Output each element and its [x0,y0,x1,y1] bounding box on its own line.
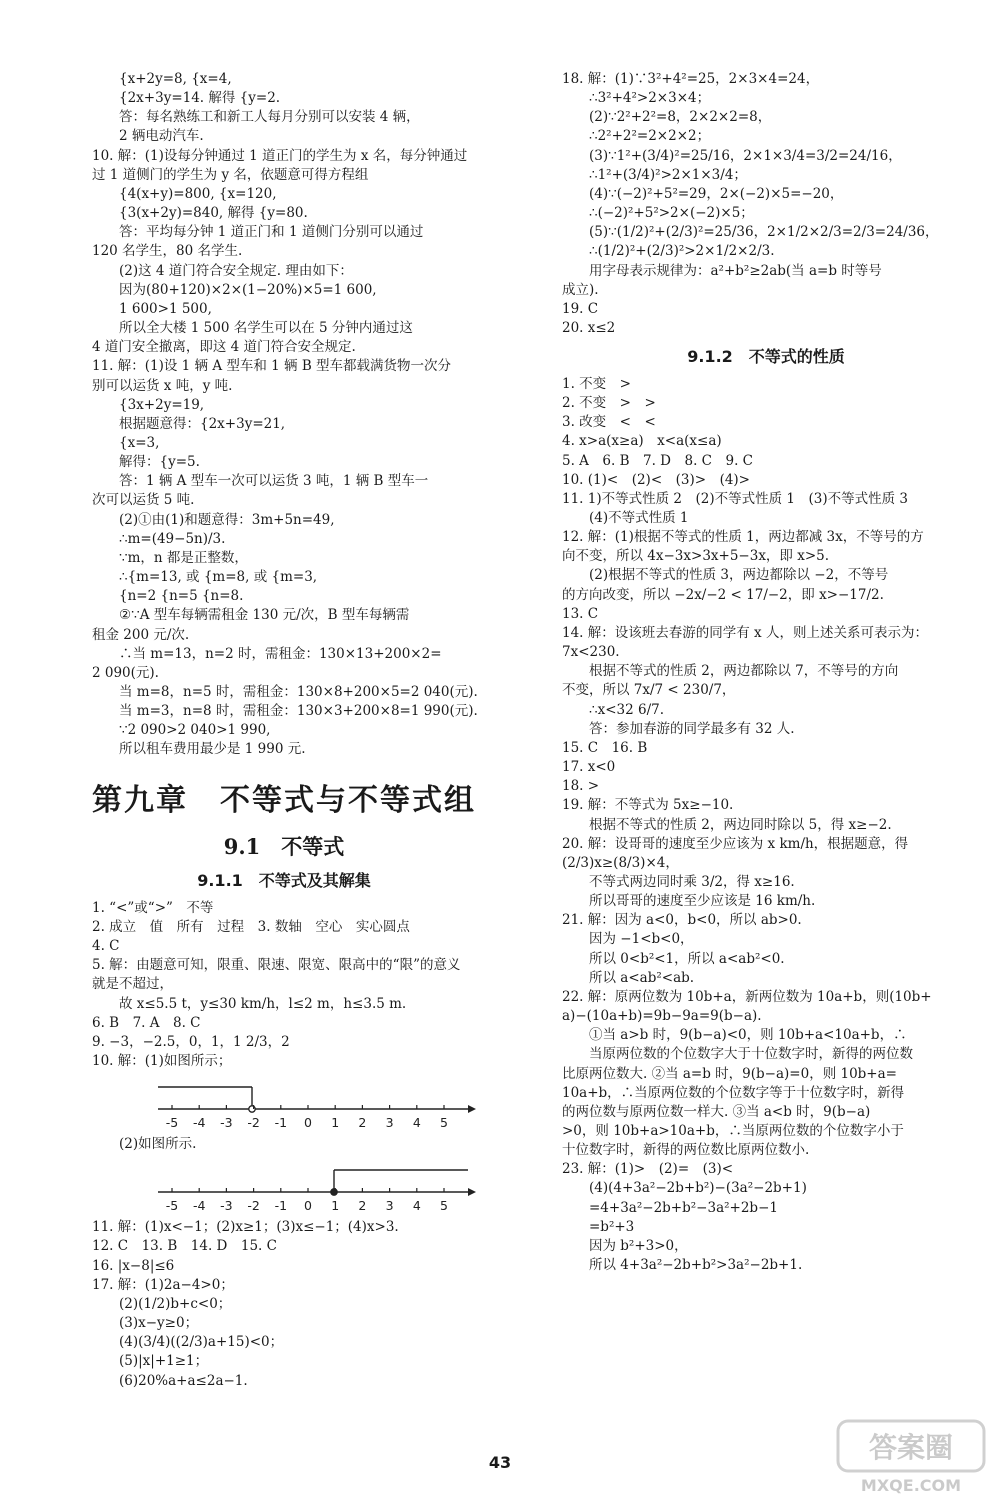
answer-line: 18. 解：(1)∵3²+4²=25，2×3×4=24， [562,71,820,87]
number-line-2 [92,1156,476,1216]
answer-line: 21. 解：因为 a<0，b<0，所以 ab>0. [562,912,802,929]
answer-line: 14. 解：设该班去春游的同学有 x 人，则上述关系可表示为： [562,624,928,641]
answer-line: 9. −3，−2.5，0，1，1 2/3，2 [92,1033,290,1050]
answer-line: 答：每名熟练工和新工人每月分别可以安装 4 辆， [119,109,420,126]
answer-line: ∴3²+4²>2×3×4； [589,90,711,107]
answer-line: 所以哥哥的速度至少应该是 16 km/h. [589,893,816,910]
answer-line: 13. C [562,605,599,622]
page-number: 43 [488,1453,512,1472]
left-column [92,70,476,1391]
answer-line: (4)不等式性质 1 [589,510,689,526]
answer-line: ∴m=(49−5n)/3. [119,530,226,547]
answer-line: ∴(1/2)²+(2/3)²>2×1/2×2/3. [589,243,775,260]
answer-line: =b²+3 [589,1218,635,1235]
watermark-logo [836,1417,986,1497]
answer-line: 因为(80+120)×2×(1−20%)×5=1 600, [119,281,377,298]
number-line-label: -2 [247,1115,260,1131]
subsection-title-911: 9.1.1 不等式及其解集 [197,871,371,891]
answer-line: 19. 解：不等式为 5x≥−10. [562,797,734,814]
answer-line: {x=3, [119,434,160,451]
left-top-block [92,70,476,760]
answer-line: (3)∵1²+(3/4)²=25/16，2×1×3/4=3/2=24/16， [589,147,902,164]
answer-line: 11. 1)不等式性质 2 (2)不等式性质 1 (3)不等式性质 3 [562,490,909,507]
answer-line: (4)∵(−2)²+5²=29，2×(−2)×5=−20， [589,185,844,202]
number-line-label: 0 [304,1198,312,1214]
answer-line: 5. A 6. B 7. D 8. C 9. C [562,452,754,469]
answer-line: 10. 解：(1)如图所示； [92,1053,232,1069]
answer-line: 6. B 7. A 8. C [92,1014,201,1031]
answer-line: 20. 解：设哥哥的速度至少应该为 x km/h，根据题意，得 [562,835,909,852]
answer-line: 当 m=3，n=8 时，需租金：130×3+200×8=1 990(元). [119,703,478,720]
answer-line: 就是不超过， [92,976,173,993]
number-line-label: -3 [220,1198,233,1214]
answer-line: 2 090(元). [92,664,159,681]
answer-line: 别可以运货 x 吨，y 吨. [92,377,233,394]
answer-line: 16. |x−8|≤6 [92,1257,175,1274]
number-line-label: -5 [165,1198,179,1214]
answer-line: 1. 不变 > [562,375,631,392]
answer-line: 不变，所以 7x/7 < 230/7， [562,682,736,699]
answer-line: {n=2 {n=5 {n=8. [119,588,244,605]
answer-line: 120 名学生，80 名学生. [92,243,243,260]
answer-line: 10. 解：(1)设每分钟通过 1 道正门的学生为 x 名，每分钟通过 [92,147,468,164]
answer-line: 的方向改变，所以 −2x/−2 < 17/−2，即 x>−17/2. [562,586,884,603]
answer-line: 10a+b，∴当原两位数的个位数字等于十位数字时，新得 [562,1084,905,1101]
answer-line: 5. 解：由题意可知，限重、限速、限宽、限高中的“限”的意义 [92,957,461,974]
answer-line: 所以全大楼 1 500 名学生可以在 5 分钟内通过这 [119,320,413,337]
answer-line: ∴{m=13, 或 {m=8, 或 {m=3, [119,569,318,586]
section-title: 9.1 不等式 [223,834,345,860]
number-line-label: -4 [192,1198,206,1214]
answer-line: 租金 200 元/次. [92,626,190,643]
answer-line: (2)∵2²+2²=8，2×2×2=8， [589,109,772,126]
answer-line: a)−(10a+b)=9b−9a=9(b−a). [562,1008,762,1025]
answer-line: >0，则 10b+a>10a+b，∴当原两位数的个位数字小于 [562,1123,904,1139]
answer-line: ∴当 m=13，n=2 时，需租金：130×13+200×2= [119,645,442,662]
answer-line: ②∵A 型车每辆需租金 130 元/次，B 型车每辆需 [119,607,410,624]
answer-line: 所以 0<b²<1，所以 a<ab²<0. [589,950,785,967]
answer-line: 10. (1)< (2)< (3)> (4)> [562,471,750,488]
number-line-label: 0 [304,1115,312,1131]
number-line-label: 1 [331,1198,340,1214]
answer-line: 20. x≤2 [562,320,616,337]
number-line-label: -2 [247,1198,260,1214]
number-line-label: 2 [358,1198,367,1214]
answer-line: 所以租车费用最少是 1 990 元. [119,741,306,758]
answer-line: 4. x>a(x≥a) x<a(x≤a) [562,433,722,450]
answer-line: ∴2²+2²=2×2×2； [589,128,711,145]
answer-line: 当原两位数的个位数字大于十位数字时，新得的两位数 [589,1046,913,1063]
number-line-label: 3 [385,1115,394,1131]
answer-line: 12. 解：(1)根据不等式的性质 1，两边都减 3x，不等号的方 [562,529,924,546]
answer-line: ①当 a>b 时，9(b−a)<0，则 10b+a<10a+b，∴ [589,1027,907,1044]
answer-line: 4. C [92,938,120,955]
number-line-label: 4 [412,1198,421,1214]
answer-line: 成立). [562,281,599,298]
answer-line: 22. 解：原两位数为 10b+a，新两位数为 10a+b，则(10b+ [562,988,932,1005]
answer-line: 4 道门安全撤离，即这 4 道门符合安全规定. [92,339,356,356]
answer-line: (5)|x|+1≥1； [119,1353,209,1370]
number-line-label: 5 [440,1198,448,1214]
right-lower-block [562,375,970,1275]
answer-line: 次可以运货 5 吨. [92,492,195,509]
answer-line: {2x+3y=14. 解得 {y=2. [119,90,281,107]
number-line-label: -1 [274,1198,288,1214]
answer-line: ∴x<32 6/7. [589,701,665,718]
answer-line: (4)(4+3a²−2b+b²)−(3a²−2b+1) [589,1180,807,1197]
answer-line: 15. C 16. B [562,739,648,756]
answer-line: 23. 解：(1)> (2)= (3)< [562,1161,734,1178]
answer-line: (3)x−y≥0； [119,1315,199,1332]
answer-line: (2/3)x≥(8/3)×4， [562,854,679,871]
answer-line: 根据题意得：{2x+3y=21, [119,415,286,432]
right-top-block [562,70,970,338]
subsection-title-912: 9.1.2 不等式的性质 [687,347,845,367]
answer-line: 答：参加春游的同学最多有 32 人. [589,720,795,737]
answer-line: 19. C [562,300,599,317]
number-line-label: 3 [385,1198,394,1214]
answer-line: 不等式两边同时乘 3/2，得 x≥16. [589,873,795,890]
number-line-label: -4 [192,1115,206,1131]
right-column [562,70,970,1275]
answer-line: 2 辆电动汽车. [119,128,204,145]
answer-line: 因为 b²+3>0， [589,1237,688,1254]
answer-line: 所以 4+3a²−2b+b²>3a²−2b+1. [589,1257,803,1274]
answer-line: 答：平均每分钟 1 道正门和 1 道侧门分别可以通过 [119,224,424,241]
answer-line: 11. 解：(1)x<−1；(2)x≥1；(3)x≤−1；(4)x>3. [92,1219,399,1236]
answer-line: 2. 不变 > > [562,395,656,412]
watermark-line1: 答案圈 [868,1431,954,1464]
number-line-label: -3 [220,1115,233,1131]
answer-line: 解得：{y=5. [119,454,200,471]
answer-line: (2)(1/2)b+c<0； [119,1295,232,1312]
chapter-title: 第九章 不等式与不等式组 [92,782,476,818]
number-line-label: 2 [358,1115,367,1131]
number-line-label: 1 [331,1115,340,1131]
answer-line: ∵m，n 都是正整数， [119,549,248,566]
number-line-label: -1 [274,1115,288,1131]
answer-line: 1. “<”或“>” 不等 [92,899,214,916]
answer-line: 当 m=8，n=5 时，需租金：130×8+200×5=2 040(元). [119,684,478,700]
answer-line: 12. C 13. B 14. D 15. C [92,1238,277,1255]
number-line-label: 5 [440,1115,448,1131]
answer-line: (2)根据不等式的性质 3，两边都除以 −2，不等号 [589,567,889,584]
answer-line: {3(x+2y)=840, 解得 {y=80. [119,205,308,222]
answer-line: 答：1 辆 A 型车一次可以运货 3 吨，1 辆 B 型车一 [119,473,429,490]
answer-line: {3x+2y=19, [119,396,205,413]
answer-line: =4+3a²−2b+b²−3a²+2b−1 [589,1199,778,1216]
answer-line: (4)(3/4)((2/3)a+15)<0； [119,1334,284,1351]
answer-line: {4(x+y)=800, {x=120, [119,185,277,202]
left-lower-block [92,899,476,1071]
answer-line: 故 x≤5.5 t，y≤30 km/h，l≤2 m，h≤3.5 m. [119,995,407,1012]
answer-line: (2)这 4 道门符合安全规定. 理由如下： [119,262,353,279]
left-tail-block [92,1218,476,1390]
answer-line: 3. 改变 < < [562,414,656,431]
answer-line: 的两位数与原两位数一样大. ③当 a<b 时，9(b−a) [562,1103,871,1120]
answer-line: 根据不等式的性质 2，两边都除以 7，不等号的方向 [589,663,899,680]
answer-line: 十位数字时，新得的两位数比原两位数小. [562,1142,810,1159]
answer-line: 根据不等式的性质 2，两边同时除以 5，得 x≥−2. [589,816,892,833]
answer-line: 过 1 道侧门的学生为 y 名，依题意可得方程组 [92,166,369,183]
answer-line: 7x<230. [562,644,620,661]
answer-line: (2)①由(1)和题意得：3m+5n=49, [119,511,335,528]
answer-line: ∵2 090>2 040>1 990, [119,722,271,739]
answer-line: (5)∵(1/2)²+(2/3)²=25/36，2×1/2×2/3=2/3=24/36， [589,224,939,241]
answer-line: 向不变，所以 4x−3x>3x+5−3x，即 x>5. [562,548,830,565]
answer-line: 1 600>1 500, [119,300,212,317]
answer-line: 用字母表示规律为：a²+b²≥2ab(当 a=b 时等号 [589,262,882,279]
answer-line: 因为 −1<b<0， [589,931,694,948]
number-line-label: -5 [165,1115,179,1131]
numline2-caption: (2)如图所示. [119,1136,197,1153]
answer-line: {x+2y=8, {x=4, [119,71,232,87]
watermark-line2: MXQE.COM [860,1476,962,1495]
answer-line: 17. x<0 [562,759,616,776]
answer-line: (6)20%a+a≤2a−1. [119,1372,248,1389]
answer-line: 所以 a<ab²<ab. [589,969,695,986]
answer-line: 比原两位数大. ②当 a=b 时，9(b−a)=0，则 10b+a= [562,1065,897,1082]
number-line-1 [92,1073,476,1133]
answer-line: 11. 解：(1)设 1 辆 A 型车和 1 辆 B 型车都载满货物一次分 [92,358,452,375]
answer-line: ∴1²+(3/4)²>2×1×3/4； [589,166,747,183]
answer-line: 17. 解：(1)2a−4>0； [92,1276,234,1293]
answer-line: ∴(−2)²+5²>2×(−2)×5； [589,205,754,222]
answer-line: 18. > [562,778,600,795]
number-line-label: 4 [412,1115,421,1131]
answer-line: 2. 成立 值 所有 过程 3. 数轴 空心 实心圆点 [92,918,410,935]
